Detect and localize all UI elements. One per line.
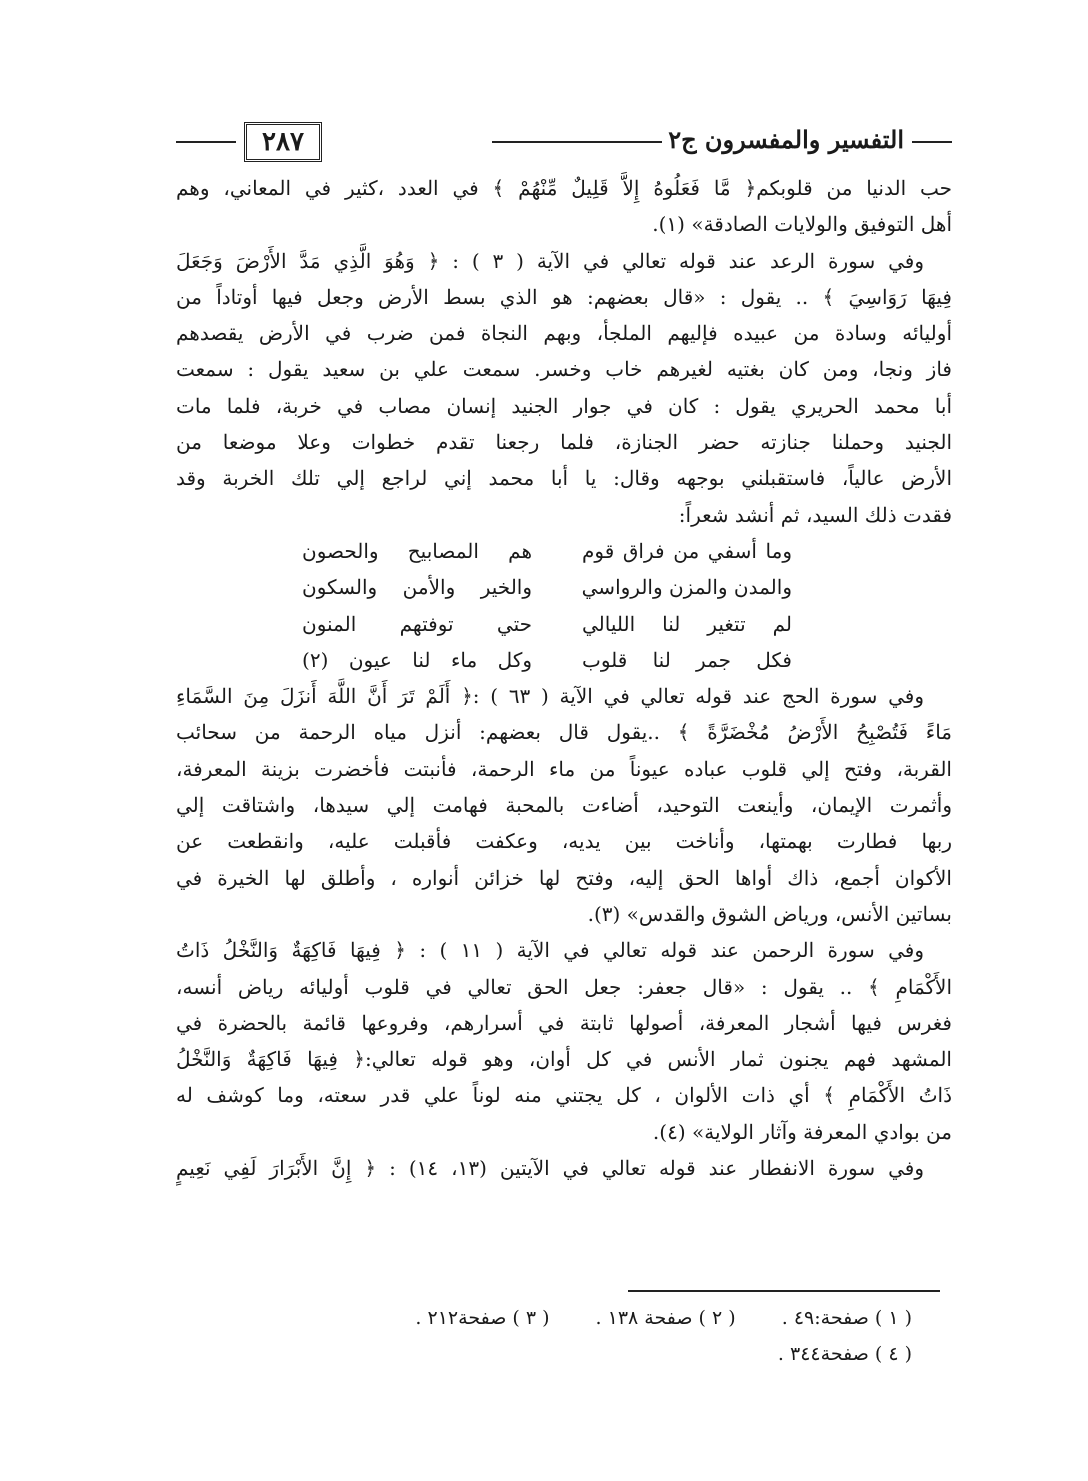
verse-first-hemistich: لم تتغير لنا الليالي — [582, 611, 792, 636]
text-line: فغرس فيها أشجار المعرفة، أصولها ثابتة في أسرارهم، وفروعها قائمة بالحضرة في — [176, 1010, 952, 1035]
verse-second-hemistich: حتي توفتهم المنون — [302, 611, 532, 636]
page-number: ٢٨٧ — [244, 122, 322, 162]
text-line: الأرض عالياً، فاستقبلني بوجهه وقال: يا أبا محمد إني لراجع إلي تلك الخربة وقد — [176, 466, 952, 491]
text-line: وفي سورة الرعد عند قوله تعالي في الآية ( ٣ ) : ﴿ وَهُوَ الَّذِي مَدَّ الأَرْضَ وَجَعَلَ — [176, 248, 924, 273]
footnotes — [176, 1300, 912, 1372]
text-line: الجنيد وحملنا جنازته حضر الجنازة، فلما رجعنا تقدم خطوات وعلا موضعا من — [176, 430, 952, 455]
verse-second-hemistich: وكل ماء لنا عيون (٢) — [302, 647, 532, 672]
text-line: بساتين الأنس، ورياض الشوق والقدس» (٣). — [587, 901, 952, 926]
text-line: فِيهَا رَوَاسِيَ ﴾ .. يقول : «قال بعضهم: هو الذي بسط الأرض وجعل فيها أوتاداً من — [176, 284, 952, 309]
header-rule-middle — [492, 141, 662, 143]
text-line: فاز ونجا، ومن كان بغتيه لغيرهم خاب وخسر. سمعت علي بن سعيد يقول : سمعت — [176, 357, 952, 382]
text-line: الأَكْمَامِ ﴾ .. يقول : «قال جعفر: جعل الحق تعالي في قلوب أوليائه رياض أنسه، — [176, 974, 952, 999]
footnote-2: ( ٢ ) صفحة ١٣٨ . — [595, 1307, 736, 1329]
header-rule-right — [912, 141, 952, 143]
text-line: من بوادي المعرفة وآثار الولاية» (٤). — [652, 1119, 952, 1144]
text-line: وفي سورة الرحمن عند قوله تعالي في الآية ( ١١ ) : ﴿ فِيهَا فَاكِهَةٌ وَالنَّخْلُ ذَاتُ — [176, 938, 924, 963]
text-line: ذَاتُ الأَكْمَامِ ﴾ أي ذات الألوان ، كل يجتني منه لوناً علي قدر سعته، وما كوشف له — [176, 1083, 952, 1108]
text-line: أبا محمد الحريري يقول : كان في جوار الجنيد إنسان مصاب في خربة، فلما مات — [176, 393, 952, 418]
book-title: التفسير والمفسرون ج٢ — [668, 125, 904, 154]
footnote-row — [176, 1300, 912, 1336]
footnote-1: ( ١ ) صفحة:٤٩ . — [781, 1307, 912, 1329]
text-line: ربها فطارت بهمتها، وأناخت بين يديه، وعكفت فأقبلت عليه، وانقطعت عن — [176, 829, 952, 854]
text-line: فقدت ذلك السيد، ثم أنشد شعراً: — [678, 502, 952, 527]
text-line: وفي سورة الحج عند قوله تعالي في الآية ( ٦٣ ) :﴿ أَلَمْ تَرَ أَنَّ اللَّهَ أَنزَلَ مِنَ السَّمَاءِ — [176, 684, 924, 709]
verse-first-hemistich: والمدن والمزن والرواسي — [581, 575, 792, 600]
text-line: أهل التوفيق والولايات الصادقة» (١). — [652, 212, 952, 237]
poem-verse — [176, 642, 952, 678]
text-line: حب الدنيا من قلوبكم﴿ مَّا فَعَلُوهُ إِلاَّ قَلِيلٌ مِّنْهُمْ ﴾ في العدد ،كثير في المعاني، وهم — [176, 176, 952, 200]
footnote-3: ( ٣ ) صفحة٢١٢ . — [415, 1307, 550, 1329]
verse-first-hemistich: وما أسفي من فراق قوم — [582, 538, 792, 563]
verse-second-hemistich: هم المصابيح والحصون — [302, 538, 532, 563]
footnote-row — [176, 1336, 912, 1372]
poem-verse — [176, 606, 952, 642]
verse-first-hemistich: فكل جمر لنا قلوب — [582, 647, 792, 672]
text-line: وفي سورة الانفطار عند قوله تعالي في الآيتين (١٣، ١٤) : ﴿ إِنَّ الأَبْرَارَ لَفِي نَعِيمٍ — [176, 1156, 925, 1181]
page-header — [176, 122, 952, 168]
text-line: وأثمرت الإيمان، وأينعت التوحيد، أضاءت بالمحبة فهامت إلي سيدها، واشتاقت إلي — [176, 793, 952, 818]
footnote-separator — [628, 1290, 940, 1292]
verse-second-hemistich: والخير والأمن والسكون — [302, 575, 532, 600]
text-line: القربة، وفتح إلي قلوب عباده عيوناً من ماء الرحمة، فأنبتت فأخضرت بزينة المعرفة، — [176, 756, 952, 781]
text-line: الأكوان أجمع، ذاك أواها الحق إليه، وفتح لها خزائن أنواره ، وأطلق لها الخيرة في — [176, 865, 952, 890]
poem-verse — [176, 533, 952, 569]
poem-verse — [176, 569, 952, 605]
header-rule-left — [176, 141, 236, 143]
text-line: مَاءً فَتُصْبِحُ الأَرْضُ مُخْضَرَّةً ﴾ ..يقول قال بعضهم: أنزل مياه الرحمة من سحائب — [176, 720, 952, 745]
text-line: المشهد فهم يجنون ثمار الأنس في كل أوان، وهو قوله تعالي:﴿ فِيهَا فَاكِهَةٌ وَالنَّخْلُ — [176, 1047, 952, 1072]
text-line: أوليائه وسادة من عبيده فإليهم الملجأ، وبهم النجاة فمن ضرب في الأرض يقصدهم — [176, 321, 952, 346]
body-text — [176, 170, 952, 1186]
footnote-4: ( ٤ ) صفحة٣٤٤ . — [777, 1343, 912, 1365]
